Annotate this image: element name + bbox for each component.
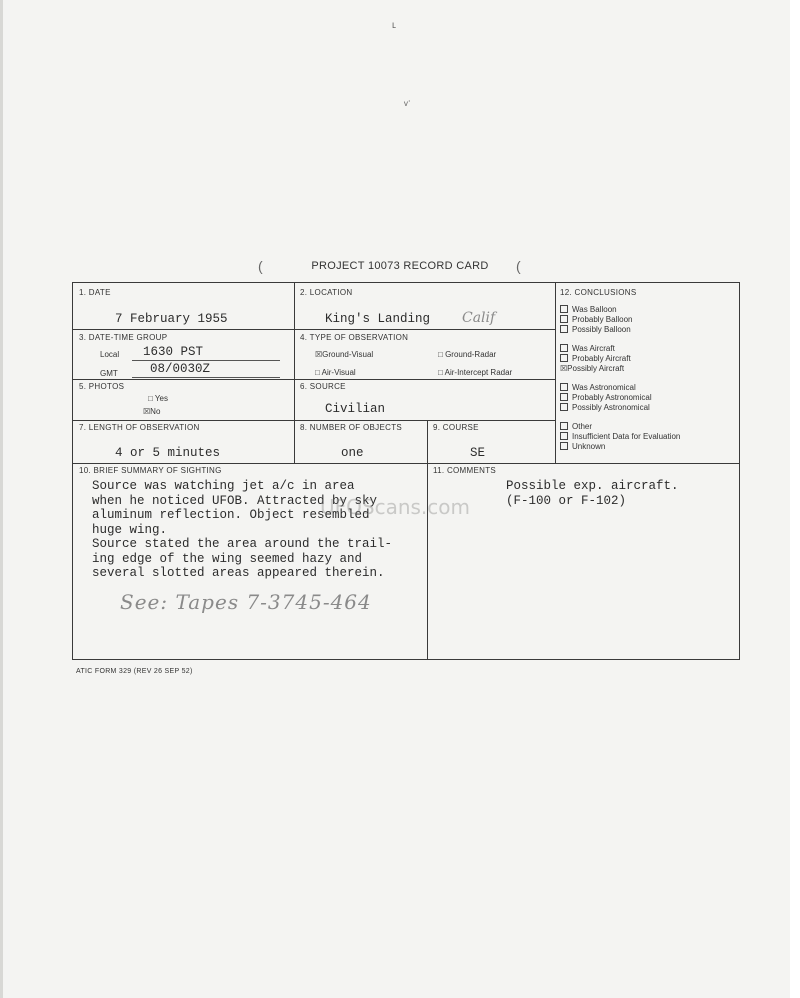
conclusion-item: Probably Astronomical [560,393,652,402]
page-edge [0,0,3,998]
conclusion-item: Probably Aircraft [560,354,631,363]
option-air-visual: □ Air-Visual [315,368,356,377]
source-value: Civilian [325,402,386,416]
grid-line [294,283,295,463]
checkbox-icon [560,393,568,401]
option-ground-visual: ☒Ground-Visual [315,350,374,359]
conclusions-label: 12. CONCLUSIONS [560,288,637,297]
paper-speck: ᵛ˙ [404,98,412,112]
conclusion-item: Insufficient Data for Evaluation [560,432,680,441]
photos-label: 5. PHOTOS [79,382,125,391]
checkbox-icon [560,432,568,440]
length-of-observation-label: 7. LENGTH OF OBSERVATION [79,423,200,432]
length-of-observation-value: 4 or 5 minutes [115,446,221,460]
photos-no: ☒No [143,407,161,416]
conclusion-item: Probably Balloon [560,315,632,324]
comments-text: Possible exp. aircraft. (F-100 or F-102) [506,479,679,508]
source-label: 6. SOURCE [300,382,346,391]
grid-line [72,463,740,464]
brief-summary-text: Source was watching jet a/c in area when he noticed UFOB. Attracted by sky aluminum reflection. Object resembled huge wing. Source stated the area around the trail- ing edge of the wing seemed hazy and several slotted areas appeared therein. [92,479,393,580]
grid-line [427,420,428,463]
checkbox-icon: □ [438,350,443,359]
date-label: 1. DATE [79,288,111,297]
checkbox-icon [560,305,568,313]
checkbox-icon [560,422,568,430]
conclusion-item: Was Aircraft [560,344,615,353]
location-value: King's Landing [325,312,431,326]
checked-box-icon: ☒ [143,407,151,416]
checkbox-icon [560,442,568,450]
checkbox-icon [560,354,568,362]
checkbox-icon [560,383,568,391]
course-label: 9. COURSE [433,423,479,432]
watermark: UFOScans.com [320,495,470,519]
handwritten-tape-reference: See: Tapes 7-3745-464 [120,590,372,614]
comments-label: 11. COMMENTS [433,466,497,475]
location-handwritten-note: Calif [462,310,496,326]
checked-box-icon: ☒ [560,364,568,373]
punch-mark: ( [516,258,521,274]
local-label: Local [100,350,120,359]
number-of-objects-value: one [341,446,364,460]
brief-summary-label: 10. BRIEF SUMMARY OF SIGHTING [79,466,222,475]
conclusion-item-checked: ☒Possibly Aircraft [560,364,625,373]
checkbox-icon: □ [148,394,153,403]
checkbox-icon: □ [438,368,443,377]
checkbox-icon [560,403,568,411]
local-time-value: 1630 PST [143,345,204,359]
grid-line [555,283,556,463]
checkbox-icon [560,344,568,352]
paper-speck: ʟ [392,20,397,31]
type-of-observation-label: 4. TYPE OF OBSERVATION [300,333,409,342]
punch-mark: ( [258,258,263,274]
page-edge-right [790,0,800,998]
checkbox-icon [560,325,568,333]
option-ground-radar: □ Ground-Radar [438,350,497,359]
card-title: PROJECT 10073 RECORD CARD [311,260,489,272]
photos-yes: □ Yes [148,394,168,403]
checked-box-icon: ☒ [315,350,323,359]
gmt-label: GMT [100,369,118,378]
conclusion-item: Unknown [560,442,605,451]
number-of-objects-label: 8. NUMBER OF OBJECTS [300,423,403,432]
conclusion-item: Possibly Astronomical [560,403,650,412]
location-label: 2. LOCATION [300,288,353,297]
conclusion-item: Possibly Balloon [560,325,631,334]
form-identifier: ATIC FORM 329 (REV 26 SEP 52) [76,668,193,675]
conclusion-item: Other [560,422,592,431]
option-air-intercept-radar: □ Air-Intercept Radar [438,368,513,377]
date-value: 7 February 1955 [115,312,228,326]
grid-line [72,420,555,421]
conclusion-item: Was Balloon [560,305,617,314]
local-underline [132,360,280,361]
conclusion-item: Was Astronomical [560,383,636,392]
course-value: SE [470,446,486,460]
checkbox-icon: □ [315,368,320,377]
grid-line [72,329,555,330]
checkbox-icon [560,315,568,323]
gmt-underline [132,377,280,378]
grid-line [72,379,555,380]
gmt-time-value: 08/0030Z [150,362,211,376]
date-time-group-label: 3. DATE-TIME GROUP [79,333,168,342]
